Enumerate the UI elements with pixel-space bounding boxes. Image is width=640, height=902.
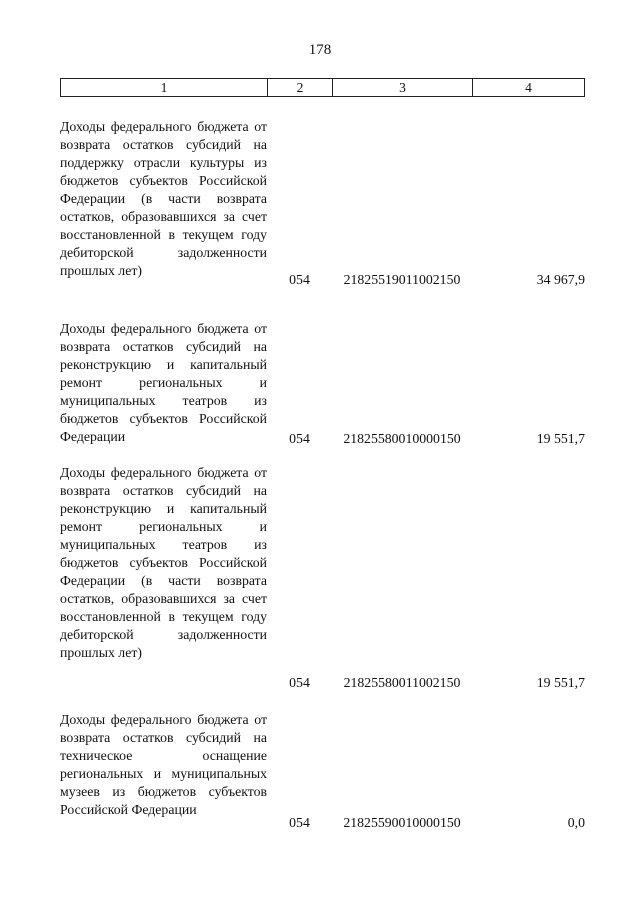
row-description: Доходы федерального бюджета от возврата остатков субсидий на техническое оснащение региональных и муниципальных музеев из бюджетов субъектов Российской Федерации xyxy=(60,712,267,817)
column-header-3: 3 xyxy=(333,79,473,96)
row-kbk-code: 21825519011002150 xyxy=(343,272,461,287)
row-amount: 0,0 xyxy=(567,815,585,830)
row-admin-code: 054 xyxy=(289,431,310,446)
row-description: Доходы федерального бюджета от возврата остатков субсидий на поддержку отрасли культуры из бюджетов субъектов Российской Федерации (в части возврата остатков, образовавшихся за счет восстановленной в текущем году дебиторской задолженности прошлых лет) xyxy=(60,119,267,278)
row-kbk-code: 21825590010000150 xyxy=(343,815,461,830)
column-header-4: 4 xyxy=(525,80,532,95)
row-admin-code: 054 xyxy=(289,815,310,830)
row-amount: 19 551,7 xyxy=(536,675,585,690)
page-number: 178 xyxy=(308,42,332,58)
row-amount: 34 967,9 xyxy=(536,272,585,287)
column-header-2: 2 xyxy=(268,79,333,96)
row-description: Доходы федерального бюджета от возврата остатков субсидий на реконструкцию и капитальный ремонт региональных и муниципальных театров из бюджетов субъектов Российской Федерации xyxy=(60,321,267,444)
row-admin-code: 054 xyxy=(289,675,310,690)
table-row xyxy=(60,464,585,694)
row-description: Доходы федерального бюджета от возврата остатков субсидий на реконструкцию и капитальный ремонт региональных и муниципальных театров из бюджетов субъектов Российской Федерации (в части возврата остатков, образовавшихся за счет восстановленной в текущем году дебиторской задолженности прошлых лет) xyxy=(60,465,267,660)
table-row xyxy=(60,711,585,841)
table-row xyxy=(60,118,585,298)
row-admin-code: 054 xyxy=(289,272,310,287)
row-amount: 19 551,7 xyxy=(536,431,585,446)
column-header-row xyxy=(60,78,585,97)
row-kbk-code: 21825580010000150 xyxy=(343,431,461,446)
column-header-1: 1 xyxy=(61,79,268,96)
table-row xyxy=(60,320,585,450)
row-kbk-code: 21825580011002150 xyxy=(343,675,461,690)
